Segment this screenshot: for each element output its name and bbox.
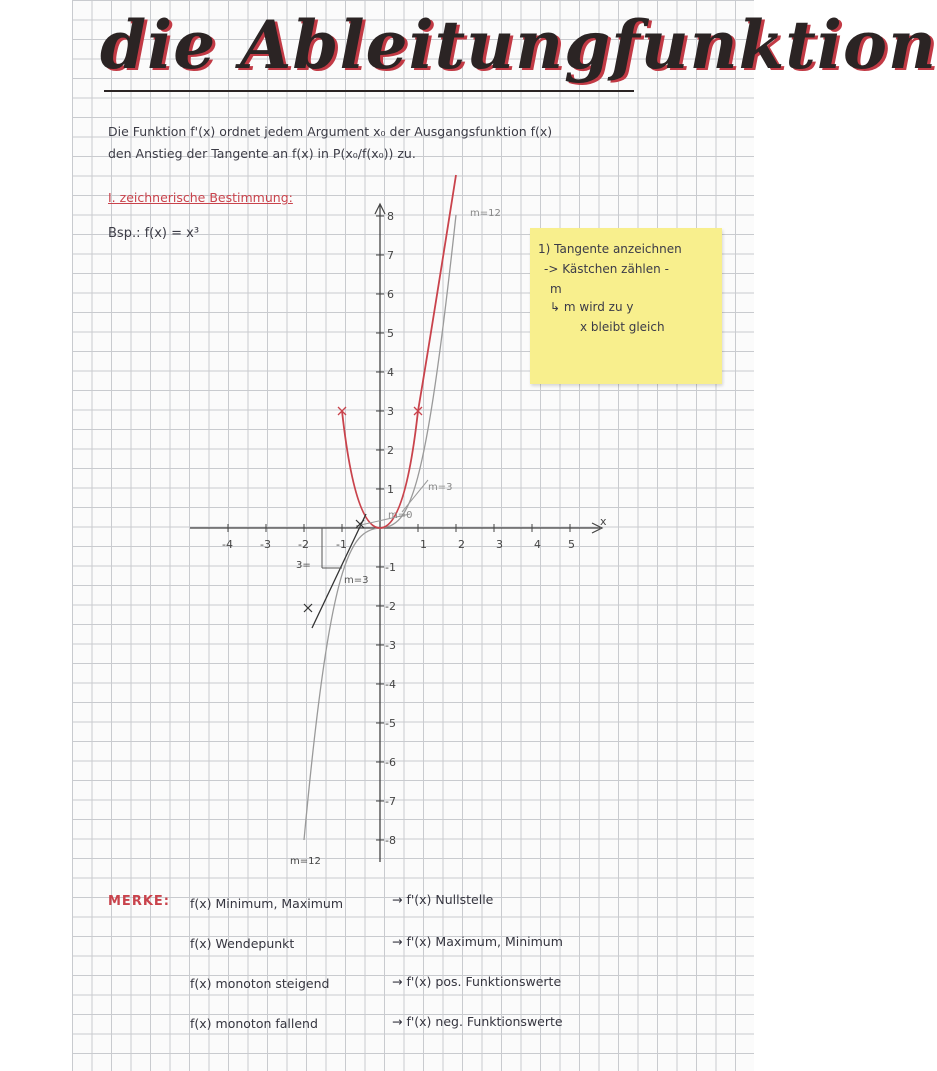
intro-line-1: Die Funktion f'(x) ordnet jedem Argument x₀ der Ausgangsfunktion f(x)	[108, 124, 553, 139]
y-tick-label: 3	[387, 405, 394, 418]
sticky-line-5: x bleibt gleich	[580, 320, 665, 334]
merke-row-3-right: → f'(x) pos. Funktionswerte	[392, 974, 562, 989]
merke-row-2-left: f(x) Wendepunkt	[190, 936, 295, 951]
y-tick-label: -1	[385, 561, 396, 574]
x-tick-label: -2	[298, 538, 309, 551]
x-tick-label: 3	[496, 538, 503, 551]
merke-row-4-left: f(x) monoton fallend	[190, 1016, 318, 1031]
x-tick-label: 2	[458, 538, 465, 551]
x-tick-label: 5	[568, 538, 575, 551]
label-m12-top: m=12	[470, 208, 501, 219]
x-tick-label: 4	[534, 538, 541, 551]
label-m3-left: m=3	[344, 575, 369, 586]
tangent-line-left	[312, 514, 369, 628]
intro-line-2: den Anstieg der Tangente an f(x) in P(x₀/f(x₀)) zu.	[108, 146, 416, 161]
merke-row-1-right: → f'(x) Nullstelle	[392, 892, 494, 907]
y-tick-label: 4	[387, 366, 394, 379]
label-m0: m=0	[388, 510, 413, 521]
y-tick-label: 6	[387, 288, 394, 301]
y-tick-label: 7	[387, 249, 394, 262]
sticky-line-3: m	[550, 282, 562, 296]
example-function: Bsp.: f(x) = x³	[108, 226, 200, 241]
y-tick-label: -6	[385, 756, 396, 769]
section-heading: I. zeichnerische Bestimmung:	[108, 190, 293, 205]
y-tick-label: -4	[385, 678, 396, 691]
label-three-eq: 3=	[296, 560, 311, 571]
merke-row-4-right: → f'(x) neg. Funktionswerte	[392, 1014, 563, 1029]
x-tick-label: -1	[336, 538, 347, 551]
merke-row-3-left: f(x) monoton steigend	[190, 976, 330, 991]
y-tick-label: 2	[387, 444, 394, 457]
x-tick-label: -4	[222, 538, 233, 551]
y-tick-label: 1	[387, 483, 394, 496]
sticky-line-4: ↳ m wird zu y	[550, 300, 634, 314]
y-tick-label: -2	[385, 600, 396, 613]
merke-label: MERKE:	[108, 894, 170, 909]
label-m12-bottom: m=12	[290, 856, 321, 867]
sticky-line-2: -> Kästchen zählen -	[544, 262, 669, 276]
y-tick-label: -3	[385, 639, 396, 652]
merke-row-1-left: f(x) Minimum, Maximum	[190, 896, 343, 911]
x-tick-label: -3	[260, 538, 271, 551]
y-tick-label: 8	[387, 210, 394, 223]
x-tick-label: 1	[420, 538, 427, 551]
derivative-parabola-red	[342, 175, 456, 528]
label-m3-right: m=3	[428, 482, 453, 493]
x-axis-label: x	[600, 515, 607, 528]
merke-row-2-right: → f'(x) Maximum, Minimum	[392, 934, 563, 949]
sticky-line-1: 1) Tangente anzeichnen	[538, 242, 682, 256]
page-title: die Ableitungfunktion	[100, 6, 937, 84]
y-tick-label: -5	[385, 717, 396, 730]
y-tick-label: -7	[385, 795, 396, 808]
y-tick-label: 5	[387, 327, 394, 340]
y-tick-label: -8	[385, 834, 396, 847]
point-marker	[304, 604, 312, 612]
